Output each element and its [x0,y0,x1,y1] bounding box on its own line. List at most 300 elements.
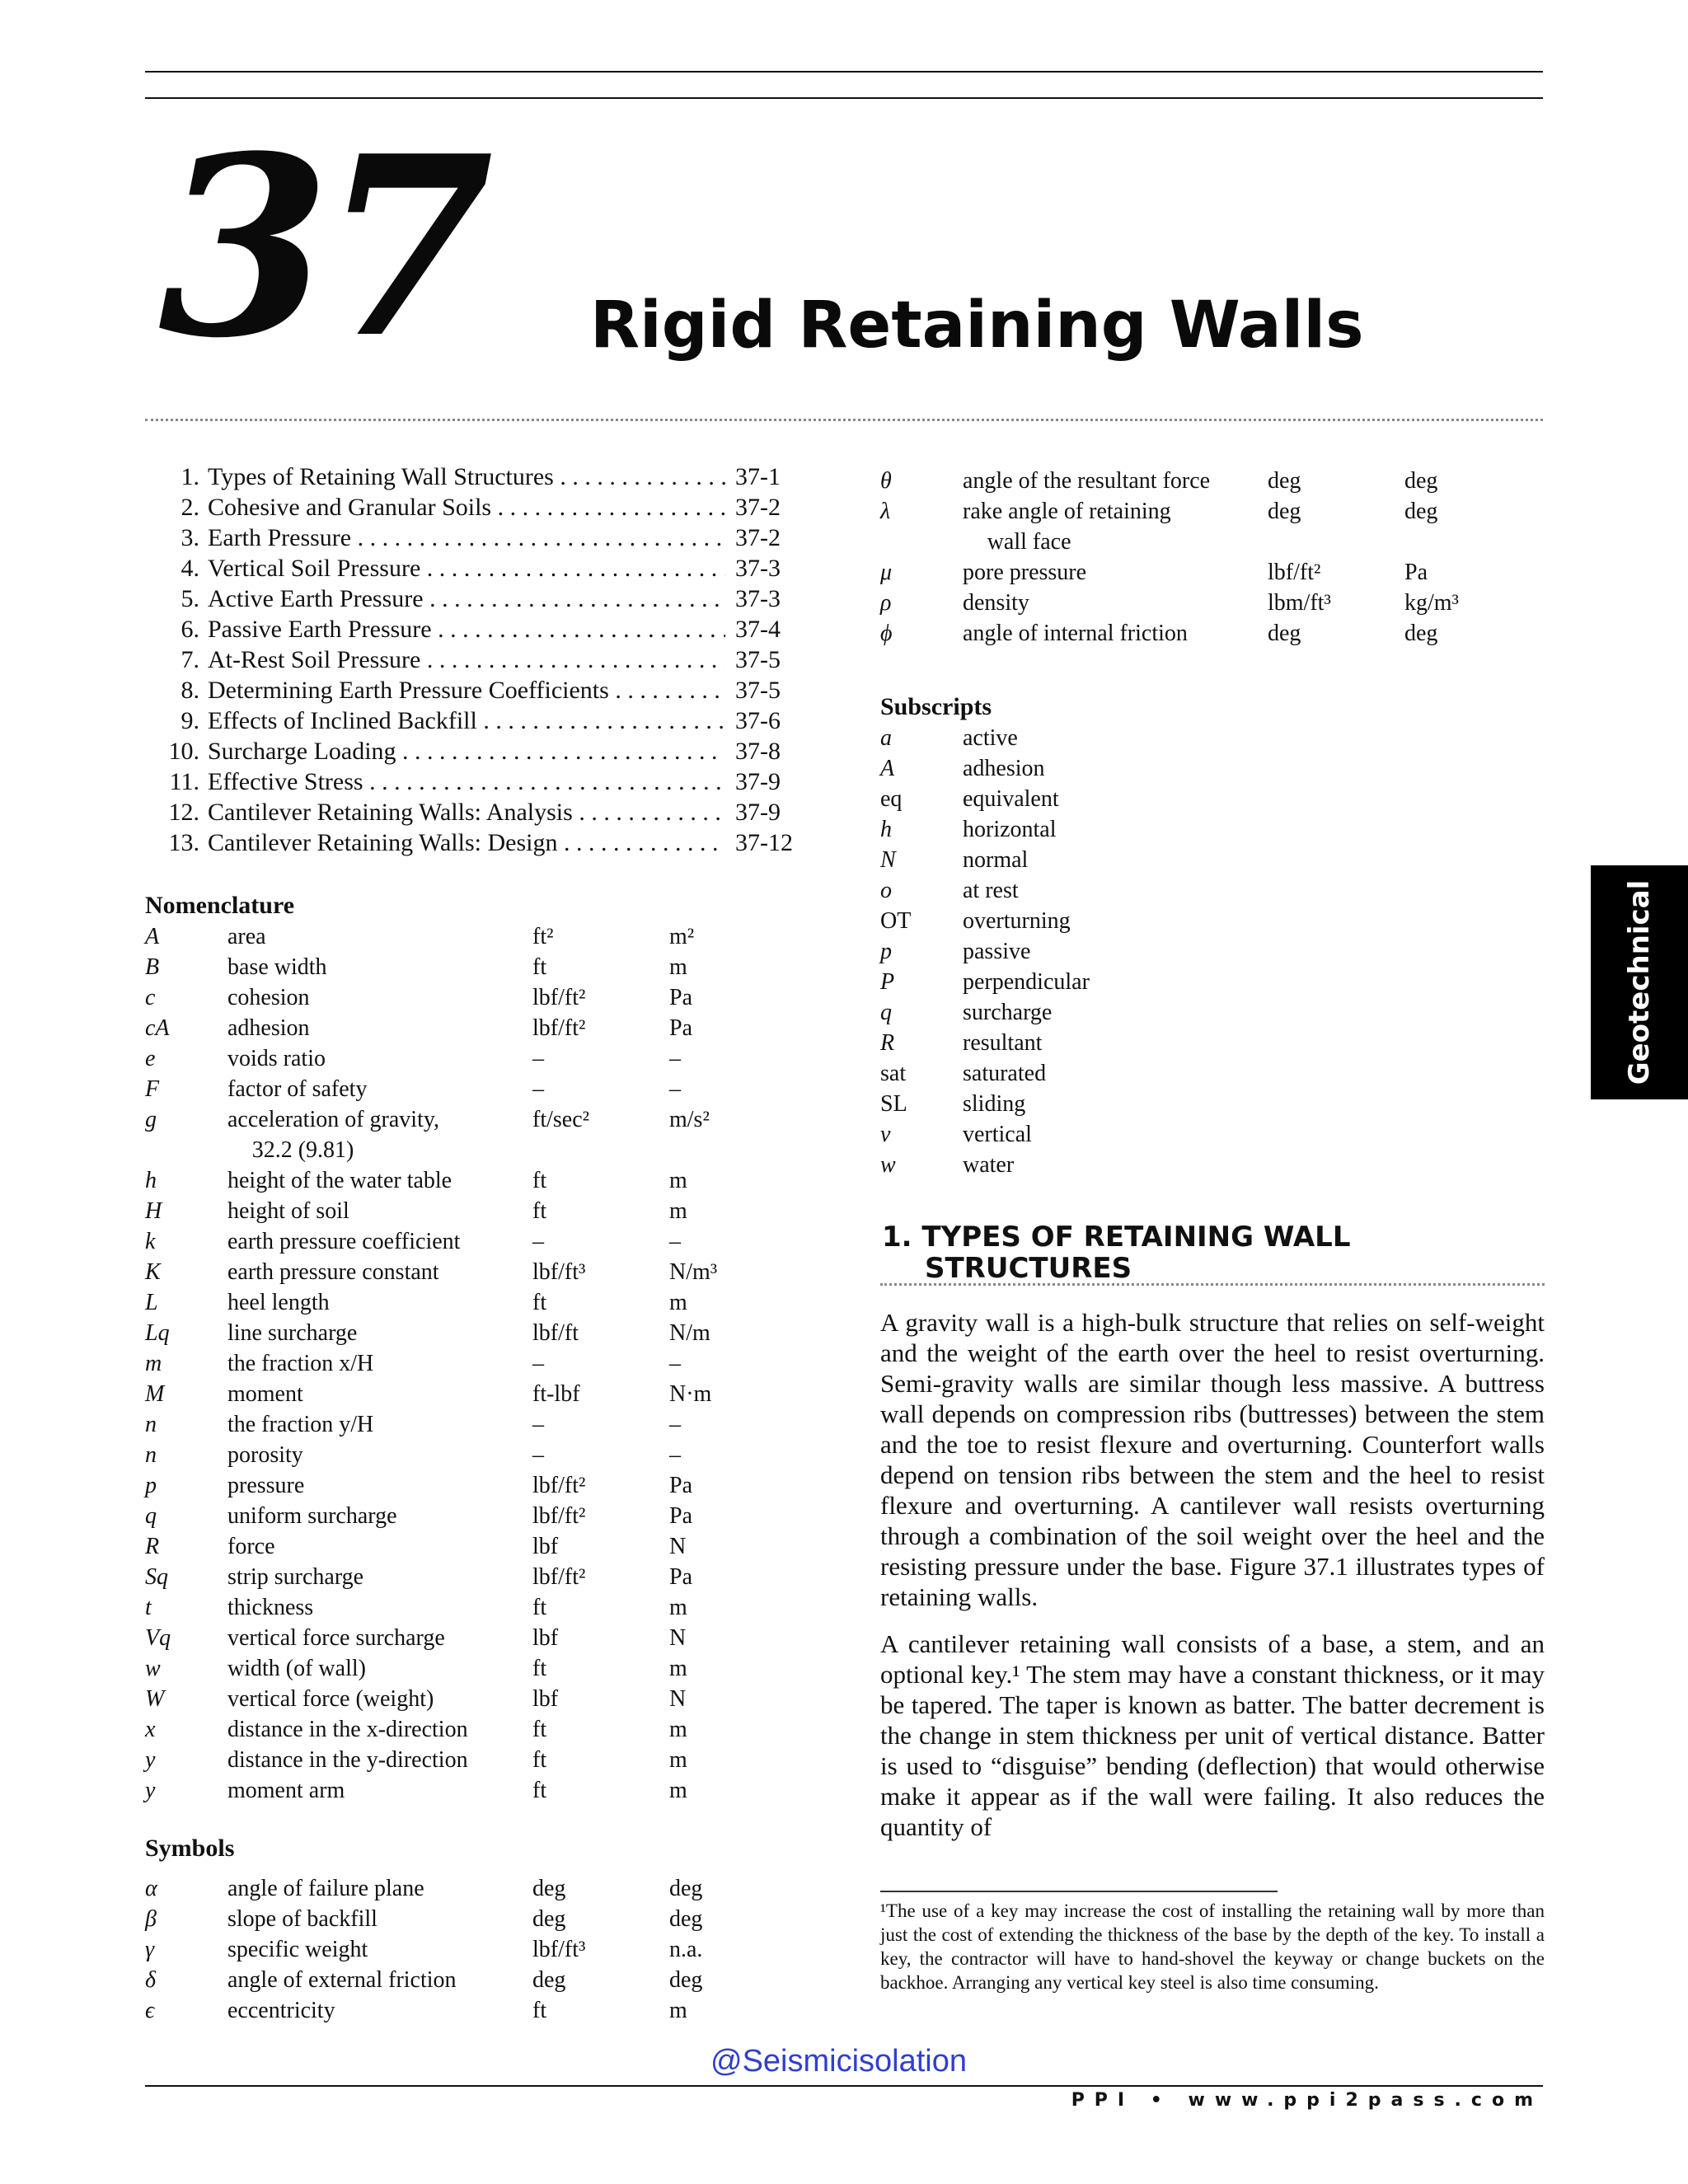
nomenclature-definition: vertical force (weight) [227,1686,434,1712]
toc-entry[interactable] [145,553,804,583]
toc-entry[interactable] [145,827,804,858]
toc-entry-number: 10. [168,738,199,765]
nomenclature-si-unit: – [669,1351,681,1376]
subscript-definition: at rest [963,878,1019,903]
nomenclature-row [145,1623,804,1653]
nomenclature-definition: pressure [227,1473,305,1498]
nomenclature-definition: thickness [227,1595,314,1620]
section-1-heading [882,1221,1459,1284]
toc-entry-number: 9. [181,707,199,734]
nomenclature-definition: moment arm [227,1778,345,1803]
symbols-row [145,1965,804,1995]
nomenclature-symbol: A [145,924,160,949]
subscripts-row [880,1119,1540,1150]
subscript-definition: passive [963,939,1031,964]
nomenclature-row [145,1409,804,1440]
symbols-row [145,1904,804,1934]
subscript-symbol: P [880,969,895,995]
nomenclature-si-unit: m [669,1198,687,1224]
nomenclature-us-unit: ft² [532,924,554,949]
nomenclature-definition: adhesion [227,1015,310,1041]
nomenclature-us-unit: lbf/ft [532,1320,579,1346]
symbols-definition: slope of backfill [227,1906,377,1932]
nomenclature-definition: height of the water table [227,1168,452,1193]
toc-entry-page: 37-1 [725,462,804,492]
subscript-definition: sliding [963,1091,1026,1117]
toc-entry-page: 37-4 [725,614,804,644]
nomenclature-us-unit: ft [532,1168,547,1193]
nomenclature-us-unit: ft [532,1595,547,1620]
symbols-symbol: ϕ [880,621,893,646]
symbols-row [145,1995,804,2026]
nomenclature-symbol: k [145,1229,156,1254]
nomenclature-definition: distance in the y-direction [227,1747,468,1773]
subscript-definition: resultant [963,1030,1043,1056]
subscript-symbol: N [880,847,896,873]
nomenclature-us-unit: – [532,1412,544,1437]
toc-entry[interactable] [145,492,804,523]
subscripts-row [880,1058,1540,1089]
symbols-symbol: ϵ [145,1998,155,2023]
nomenclature-row [145,1745,804,1775]
subscripts-row [880,875,1540,906]
nomenclature-symbol: B [145,954,160,980]
nomenclature-row [145,1562,804,1592]
nomenclature-symbol: n [145,1412,157,1437]
nomenclature-symbol: g [145,1107,157,1132]
watermark: @Seismicisolation [710,2044,968,2079]
nomenclature-symbol: y [145,1778,156,1803]
subscript-symbol: q [880,1000,892,1025]
symbols-definition: angle of failure plane [227,1876,424,1901]
toc-entry-page: 37-8 [725,736,804,766]
nomenclature-us-unit: ft [532,1778,547,1803]
toc-entry[interactable] [145,675,804,705]
subscripts-list [880,723,1540,1180]
toc-entry[interactable] [145,736,804,766]
section-1-heading-line2: STRUCTURES [925,1252,1132,1285]
nomenclature-si-unit: N [669,1534,687,1559]
nomenclature-list [145,921,804,1806]
toc-entry-page: 37-9 [725,797,804,827]
symbols-us-unit: deg [1268,468,1301,494]
nomenclature-si-unit: m/s² [669,1107,710,1132]
nomenclature-symbol: Lq [145,1320,170,1346]
nomenclature-symbol: Sq [145,1564,168,1590]
nomenclature-row [145,1531,804,1562]
symbols-definition: wall face [987,529,1071,555]
section-1-dotted-rule [880,1283,1545,1286]
nomenclature-row [145,1775,804,1806]
symbols-symbol: ρ [880,590,892,616]
subscripts-row [880,1089,1540,1119]
side-tab-label: Geotechnical [1623,879,1656,1085]
nomenclature-si-unit: – [669,1229,681,1254]
symbols-si-unit: deg [669,1967,703,1993]
nomenclature-definition: the fraction y/H [227,1412,374,1437]
nomenclature-si-unit: m [669,1595,687,1620]
nomenclature-si-unit: – [669,1076,681,1102]
subscript-definition: equivalent [963,786,1059,812]
nomenclature-definition: strip surcharge [227,1564,364,1590]
nomenclature-us-unit: lbf/ft² [532,1564,586,1590]
nomenclature-us-unit [550,1135,683,1165]
symbols-symbol: β [145,1906,157,1932]
toc-entry-page: 37-2 [725,492,804,523]
symbols-row [880,527,1540,557]
symbols-us-unit: deg [1268,499,1301,524]
toc-entry-title: Cohesive and Granular Soils . . . [208,492,725,523]
toc-entry[interactable] [145,583,804,614]
nomenclature-definition: vertical force surcharge [227,1625,445,1651]
symbols-symbol [880,527,961,557]
toc-entry-number: 1. [181,463,199,490]
subscript-symbol: v [880,1122,891,1147]
symbols-list [145,1873,804,2026]
nomenclature-definition: porosity [227,1442,303,1468]
chapter-title: Rigid Retaining Walls [590,288,1364,363]
toc-entry-page: 37-12 [725,827,804,858]
table-of-contents [145,462,804,858]
nomenclature-si-unit: m² [669,924,695,949]
symbols-us-unit: deg [532,1967,566,1993]
nomenclature-row [145,1318,804,1348]
nomenclature-si-unit: Pa [669,1473,692,1498]
nomenclature-si-unit: m [669,1168,687,1193]
symbols-symbol: α [145,1876,157,1901]
subscript-symbol: sat [880,1061,907,1086]
symbols-row [880,496,1540,527]
symbols-si-unit: kg/m³ [1404,590,1459,616]
nomenclature-row [145,1440,804,1470]
subscripts-row [880,784,1540,814]
nomenclature-us-unit: ft [532,1717,547,1742]
nomenclature-symbol: h [145,1168,157,1193]
nomenclature-symbol: L [145,1290,158,1315]
symbols-definition: eccentricity [227,1998,335,2023]
nomenclature-definition: voids ratio [227,1046,326,1071]
nomenclature-symbol: w [145,1656,161,1681]
subscripts-row [880,1028,1540,1058]
nomenclature-row [145,921,804,952]
nomenclature-definition: height of soil [227,1198,349,1224]
nomenclature-definition: cohesion [227,985,310,1010]
nomenclature-si-unit: m [669,1778,687,1803]
toc-entry-title: Earth Pressure . . . [208,523,725,553]
nomenclature-row [145,1013,804,1043]
nomenclature-row [145,1684,804,1714]
symbols-symbol: δ [145,1967,157,1993]
nomenclature-si-unit: – [669,1046,681,1071]
nomenclature-us-unit: lbf/ft² [532,1473,586,1498]
section-1-heading-line1: 1. TYPES OF RETAINING WALL [882,1221,1351,1254]
toc-entry-number: 5. [181,585,199,612]
symbols-symbol: λ [880,499,891,524]
footnote: ¹The use of a key may increase the cost of installing the retaining wall by more than just the cost of extending the thickness of the base by the depth of the key. To install a key, the contractor will have to hand-shovel the keyway or change buckets on the backhoe. Arranging any vertical key steel is also time consuming. [880,1900,1545,1993]
toc-entry-title: Passive Earth Pressure . . . [208,614,725,644]
nomenclature-us-unit: ft-lbf [532,1381,580,1407]
toc-entry-number: 6. [181,616,199,643]
symbols-definition: density [963,590,1029,616]
nomenclature-us-unit: lbf/ft² [532,1015,586,1041]
nomenclature-definition: moment [227,1381,303,1407]
nomenclature-definition: distance in the x-direction [227,1717,468,1742]
toc-entry-number: 11. [169,768,199,795]
toc-entry-title: At-Rest Soil Pressure . . . [208,644,725,675]
symbols-row [880,557,1540,588]
nomenclature-si-unit: Pa [669,1564,692,1590]
symbols-us-unit: lbf/ft³ [532,1937,586,1962]
toc-entry[interactable] [145,523,804,553]
toc-entry[interactable] [145,705,804,736]
symbols-si-unit: Pa [1404,560,1428,585]
subscript-symbol: SL [880,1091,907,1117]
subscript-definition: perpendicular [963,969,1090,995]
symbols-si-unit: deg [1404,468,1438,494]
nomenclature-definition: heel length [227,1290,330,1315]
nomenclature-symbol: x [145,1717,156,1742]
toc-entry-title: Vertical Soil Pressure . . . [208,553,725,583]
nomenclature-symbol: t [145,1595,152,1620]
nomenclature-row [145,982,804,1013]
toc-entry[interactable] [145,614,804,644]
subscript-symbol: h [880,817,892,842]
toc-entry-title: Surcharge Loading . . . [208,736,725,766]
subscript-definition: horizontal [963,817,1057,842]
nomenclature-us-unit: lbf/ft³ [532,1259,586,1285]
nomenclature-us-unit: ft [532,954,547,980]
nomenclature-symbol [145,1135,226,1165]
subscript-symbol: o [880,878,892,903]
symbols-heading: Symbols [145,1835,235,1862]
nomenclature-si-unit: m [669,1747,687,1773]
nomenclature-definition: base width [227,954,327,980]
symbols-definition: angle of the resultant force [963,468,1211,494]
symbols-row [145,1873,804,1904]
toc-entry[interactable] [145,462,804,492]
symbols-si-unit [1418,527,1540,557]
footnote-rule [880,1891,1278,1892]
paragraph-1: A gravity wall is a high-bulk structure that relies on self-weight and the weight of the earth over the heel to resist overturning. Semi-gravity walls are similar though less massive. A buttress wall depends on compression ribs (buttresses) between the stem and the toe to resist flexure and overturning. Counterfort walls depend on tension ribs between the stem and the heel to resist flexure and overturning. A cantilever wall resists overturning through a combination of the soil weight over the heel and the resisting pressure under the base. Figure 37.1 illustrates types of retaining walls. [880,1308,1545,1611]
toc-entry-page: 37-2 [725,523,804,553]
toc-entry-page: 37-3 [725,583,804,614]
nomenclature-row [145,1257,804,1287]
toc-entry-title: Cantilever Retaining Walls: Design . . . [208,827,725,858]
toc-entry[interactable] [145,797,804,827]
subscript-symbol: OT [880,908,912,934]
nomenclature-us-unit: lbf [532,1534,559,1559]
symbols-symbol: γ [145,1937,155,1962]
subscripts-row [880,936,1540,967]
symbols-definition: angle of external friction [227,1967,457,1993]
nomenclature-row [145,1379,804,1409]
subscript-definition: overturning [963,908,1071,934]
nomenclature-symbol: cA [145,1015,170,1041]
toc-entry-title: Determining Earth Pressure Coefficients . . . [208,675,725,705]
symbols-symbol: μ [880,560,893,585]
subscripts-row [880,967,1540,997]
nomenclature-symbol: F [145,1076,160,1102]
nomenclature-row [145,1501,804,1531]
toc-entry-title: Cantilever Retaining Walls: Analysis . . . [208,797,725,827]
nomenclature-row [145,1074,804,1104]
nomenclature-symbol: e [145,1046,156,1071]
nomenclature-us-unit: ft [532,1747,547,1773]
toc-entry-number: 2. [181,494,199,521]
symbols-us-unit: lbm/ft³ [1268,590,1331,616]
toc-entry-page: 37-3 [725,553,804,583]
symbols-si-unit: m [669,1998,687,2023]
nomenclature-definition: uniform surcharge [227,1503,397,1529]
symbols-si-unit: n.a. [669,1937,703,1962]
toc-entry-number: 4. [181,555,199,582]
toc-entry-title: Types of Retaining Wall Structures . . . [208,462,725,492]
nomenclature-si-unit: Pa [669,1503,692,1529]
subscript-definition: water [963,1152,1015,1178]
toc-entry-title: Effective Stress . . . [208,766,725,797]
nomenclature-definition: earth pressure constant [227,1259,439,1285]
nomenclature-si-unit: m [669,1656,687,1681]
nomenclature-symbol: W [145,1686,165,1712]
toc-entry-page: 37-6 [725,705,804,736]
nomenclature-row [145,952,804,982]
nomenclature-symbol: Vq [145,1625,171,1651]
toc-entry-title: Effects of Inclined Backfill . . . [208,705,725,736]
symbols-us-unit: deg [532,1906,566,1932]
symbols-si-unit: deg [1404,499,1438,524]
nomenclature-symbol: c [145,985,156,1010]
nomenclature-symbol: H [145,1198,162,1224]
subscript-definition: active [963,725,1018,751]
paragraph-2: A cantilever retaining wall consists of a base, a stem, and an optional key.¹ The stem may have a constant thickness, or it may be tapered. The taper is known as batter. The batter decrement is the change in stem thickness per unit of vertical distance. Batter is used to “disguise” bending (deflection) that would otherwise make it appear as if the wall were failing. It also reduces the quantity of [880,1629,1545,1841]
nomenclature-row [145,1653,804,1684]
symbols-si-unit: deg [1404,621,1438,646]
nomenclature-si-unit: m [669,954,687,980]
nomenclature-si-unit: N/m [669,1320,710,1346]
toc-entry-number: 8. [181,677,199,704]
top-rule-2 [145,97,1543,99]
nomenclature-row [145,1226,804,1257]
subscript-symbol: w [880,1152,896,1178]
nomenclature-us-unit: – [532,1076,544,1102]
side-tab[interactable] [1591,865,1688,1099]
nomenclature-row [145,1104,804,1135]
subscript-definition: saturated [963,1061,1047,1086]
nomenclature-row [145,1714,804,1745]
toc-entry-page: 37-5 [725,644,804,675]
nomenclature-row [145,1196,804,1226]
nomenclature-definition: area [227,924,266,949]
nomenclature-row [145,1470,804,1501]
nomenclature-si-unit: N·m [669,1381,712,1407]
toc-entry-number: 12. [168,799,199,826]
symbols-si-unit: deg [669,1906,703,1932]
subscripts-row [880,845,1540,875]
nomenclature-us-unit: lbf [532,1686,559,1712]
symbols-us-unit [1285,527,1418,557]
nomenclature-row [145,1135,804,1165]
subscript-symbol: a [880,725,892,751]
subscripts-row [880,814,1540,845]
subscripts-row [880,753,1540,784]
nomenclature-si-unit: – [669,1442,681,1468]
subscripts-row [880,723,1540,753]
symbols-us-unit: ft [532,1998,547,2023]
nomenclature-definition: earth pressure coefficient [227,1229,461,1254]
title-dotted-rule [145,419,1543,421]
subscript-symbol: p [880,939,892,964]
subscript-symbol: A [880,756,895,781]
footer-url[interactable]: PPI • www.ppi2pass.com [1071,2090,1543,2111]
nomenclature-si-unit: Pa [669,1015,692,1041]
nomenclature-si-unit: N/m³ [669,1259,718,1285]
subscript-definition: normal [963,847,1029,873]
symbols-definition: pore pressure [963,560,1087,585]
toc-entry-page: 37-9 [725,766,804,797]
nomenclature-row [145,1348,804,1379]
nomenclature-symbol: n [145,1442,157,1468]
nomenclature-definition: the fraction x/H [227,1351,374,1376]
top-rule-1 [145,71,1543,73]
nomenclature-definition: width (of wall) [227,1656,366,1681]
symbols-definition: rake angle of retaining [963,499,1171,524]
nomenclature-definition: acceleration of gravity, [227,1107,440,1132]
symbols-definition: angle of internal friction [963,621,1188,646]
nomenclature-us-unit: – [532,1046,544,1071]
subscript-symbol: R [880,1030,895,1056]
nomenclature-si-unit: – [669,1412,681,1437]
nomenclature-us-unit: – [532,1351,544,1376]
nomenclature-definition: factor of safety [227,1076,368,1102]
symbols-si-unit: deg [669,1876,703,1901]
subscript-definition: vertical [963,1122,1032,1147]
toc-entry[interactable] [145,766,804,797]
nomenclature-row [145,1592,804,1623]
nomenclature-definition: force [227,1534,275,1559]
toc-entry-number: 3. [181,524,199,551]
nomenclature-symbol: R [145,1534,160,1559]
nomenclature-symbol: q [145,1503,157,1529]
subscript-symbol: eq [880,786,903,812]
symbols-list-continued [880,466,1540,649]
nomenclature-row [145,1287,804,1318]
nomenclature-symbol: y [145,1747,156,1773]
toc-entry-number: 13. [168,829,199,856]
symbols-us-unit: lbf/ft² [1268,560,1321,585]
symbols-symbol: θ [880,468,892,494]
symbols-definition: specific weight [227,1937,368,1962]
nomenclature-us-unit: – [532,1229,544,1254]
nomenclature-row [145,1043,804,1074]
nomenclature-us-unit: lbf [532,1625,559,1651]
symbols-us-unit: deg [532,1876,566,1901]
subscripts-row [880,906,1540,936]
toc-entry-title: Active Earth Pressure . . . [208,583,725,614]
symbols-row [880,466,1540,496]
nomenclature-us-unit: ft [532,1290,547,1315]
chapter-number: 37 [158,101,486,392]
symbols-us-unit: deg [1268,621,1301,646]
nomenclature-definition: line surcharge [227,1320,358,1346]
toc-entry[interactable] [145,644,804,675]
nomenclature-us-unit: ft/sec² [532,1107,590,1132]
subscripts-row [880,997,1540,1028]
nomenclature-si-unit: Pa [669,985,692,1010]
nomenclature-us-unit: lbf/ft² [532,1503,586,1529]
nomenclature-definition: 32.2 (9.81) [251,1137,354,1163]
nomenclature-symbol: m [145,1351,162,1376]
toc-entry-number: 7. [181,646,199,673]
